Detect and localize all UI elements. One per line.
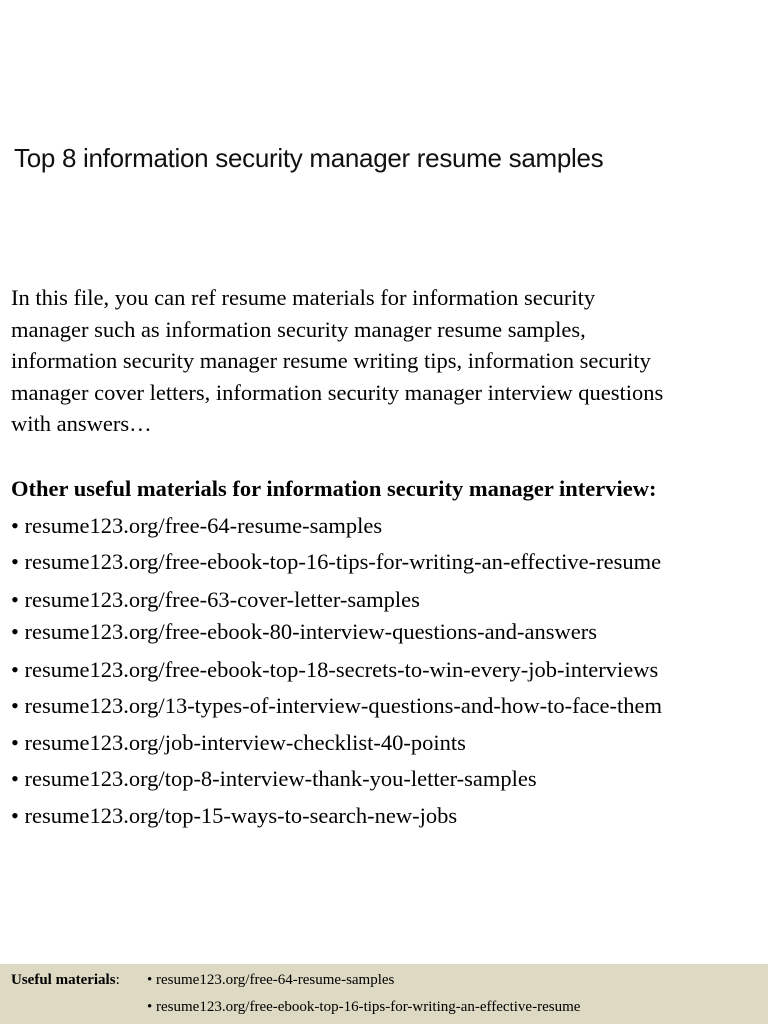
footer-label-text: Useful materials bbox=[11, 972, 116, 988]
list-item bbox=[11, 655, 658, 685]
material-link[interactable]: • resume123.org/free-ebook-top-18-secrets-to-win-every-job-interviews bbox=[11, 657, 659, 682]
materials-heading: Other useful materials for information security manager interview: bbox=[11, 476, 657, 501]
material-link[interactable]: • resume123.org/job-interview-checklist-40-points bbox=[11, 730, 466, 755]
footer-label-colon: : bbox=[115, 972, 120, 988]
material-link[interactable]: • resume123.org/free-64-resume-samples bbox=[11, 513, 383, 538]
list-item bbox=[11, 511, 382, 541]
footer-bar bbox=[0, 964, 768, 1024]
intro-line: information security manager resume writing tips, information security bbox=[11, 348, 651, 373]
intro-line: manager such as information security manager resume samples, bbox=[11, 316, 586, 342]
list-item bbox=[11, 617, 597, 647]
footer-link[interactable]: • resume123.org/free-ebook-top-16-tips-for-writing-an-effective-resume bbox=[147, 999, 581, 1015]
material-link[interactable]: • resume123.org/free-ebook-80-interview-questions-and-answers bbox=[11, 619, 598, 644]
list-item bbox=[11, 691, 662, 721]
material-link[interactable]: • resume123.org/13-types-of-interview-questions-and-how-to-face-them bbox=[11, 693, 663, 718]
list-item bbox=[11, 764, 537, 794]
list-item bbox=[11, 801, 457, 831]
material-link[interactable]: • resume123.org/top-8-interview-thank-you-letter-samples bbox=[11, 766, 537, 791]
material-link[interactable]: • resume123.org/free-63-cover-letter-samples bbox=[11, 587, 420, 612]
list-item bbox=[11, 585, 420, 615]
intro-paragraph bbox=[11, 282, 761, 440]
list-item bbox=[11, 728, 466, 758]
material-link[interactable]: • resume123.org/top-15-ways-to-search-new-jobs bbox=[11, 803, 458, 828]
intro-line: with answers… bbox=[11, 411, 152, 436]
page-title: Top 8 information security manager resume samples bbox=[14, 143, 604, 173]
footer-link[interactable]: • resume123.org/free-64-resume-samples bbox=[147, 972, 395, 988]
intro-line: In this file, you can ref resume materials for information security bbox=[11, 285, 596, 310]
footer-label bbox=[11, 972, 120, 989]
intro-line: manager cover letters, information security manager interview questions bbox=[11, 379, 664, 405]
material-link[interactable]: • resume123.org/free-ebook-top-16-tips-for-writing-an-effective-resume bbox=[11, 549, 662, 574]
list-item bbox=[11, 547, 661, 577]
